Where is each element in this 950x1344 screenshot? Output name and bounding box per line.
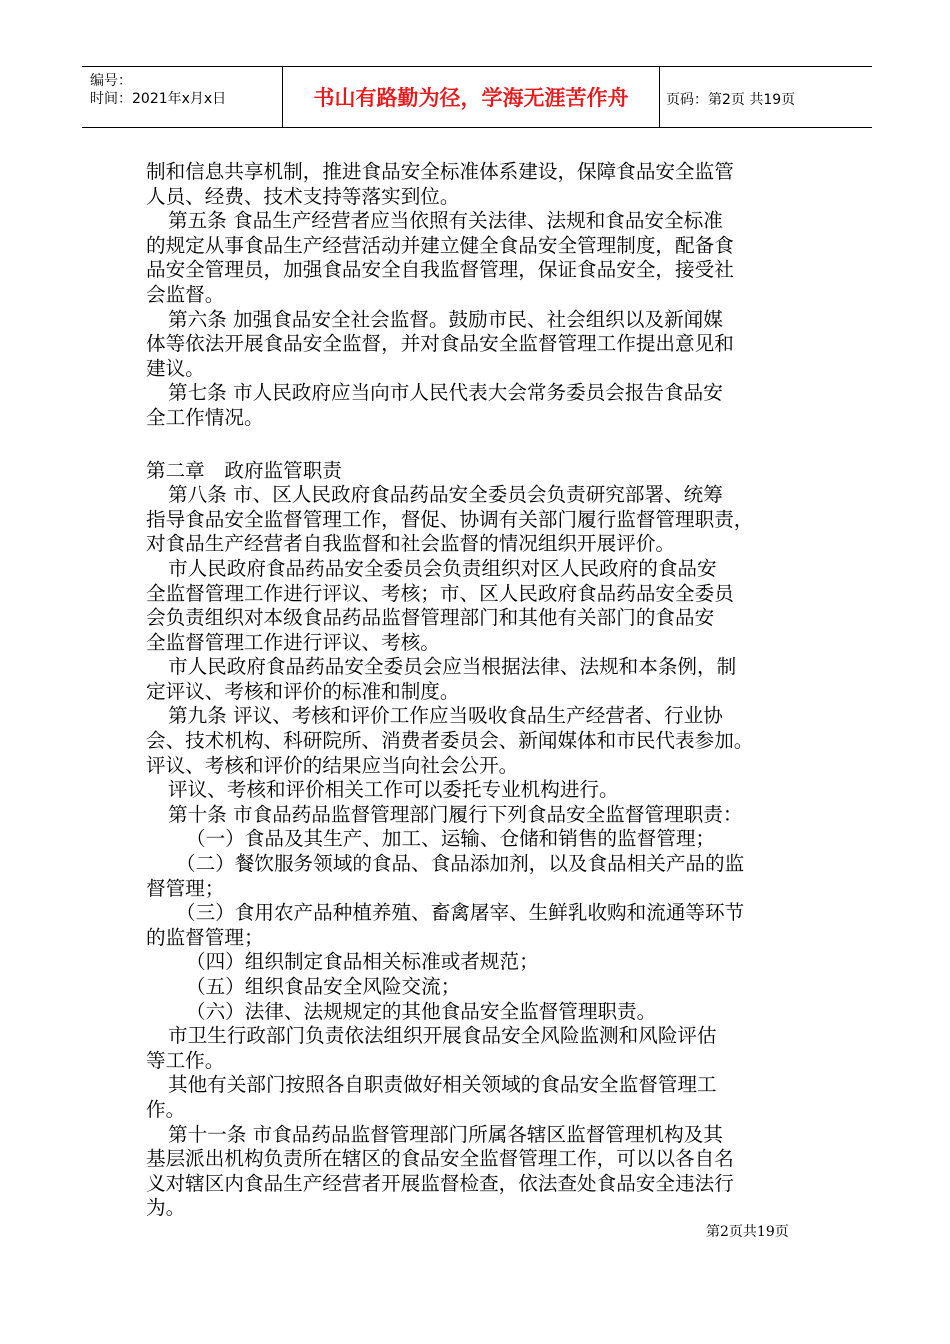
text-line: 品安全管理员，加强食品安全自我监督管理，保证食品安全，接受社 <box>146 258 734 282</box>
article-5: 第五条 食品生产经营者应当依照有关法律、法规和食品安全标准 <box>168 209 723 233</box>
text-line: 全工作情况。 <box>146 405 264 429</box>
document-body <box>146 160 810 1221</box>
text-line: 的监督管理； <box>146 925 264 949</box>
list-item: （一）食品及其生产、加工、运输、仓储和销售的监督管理； <box>186 827 716 851</box>
text-line: 会负责组织对本级食品药品监督管理部门和其他有关部门的食品安 <box>146 606 715 630</box>
header-page-number: 页码：第2页 共19页 <box>666 92 796 108</box>
header-info-cell <box>82 67 282 127</box>
text-line: 定评议、考核和评价的标准和制度。 <box>146 679 460 703</box>
article-11: 第十一条 市食品药品监督管理部门所属各辖区监督管理机构及其 <box>168 1122 723 1146</box>
footer-page-number: 第2页共19页 <box>706 1224 789 1240</box>
list-item: （六）法律、法规规定的其他食品安全监督管理职责。 <box>186 999 657 1023</box>
chapter-2-heading: 第二章 政府监管职责 <box>146 458 342 482</box>
text-line: 体等依法开展食品安全监督，并对食品安全监督管理工作提出意见和 <box>146 332 734 356</box>
text-line: 义对辖区内食品生产经营者开展监督检查，依法查处食品安全违法行 <box>146 1171 734 1195</box>
text-line: 会监督。 <box>146 282 225 306</box>
text-line: 作。 <box>146 1097 186 1121</box>
text-line: 制和信息共享机制，推进食品安全标准体系建设，保障食品安全监管 <box>146 160 734 183</box>
text-line: 会、技术机构、科研院所、消费者委员会、新闻媒体和市民代表参加。 <box>146 729 754 753</box>
paragraph-start: 市人民政府食品药品安全委员会应当根据法律、法规和本条例，制 <box>168 655 737 679</box>
paragraph-start: 评议、考核和评价相关工作可以委托专业机构进行。 <box>168 778 619 802</box>
article-7: 第七条 市人民政府应当向市人民代表大会常务委员会报告食品安 <box>168 381 723 405</box>
text-line: 全监督管理工作进行评议、考核；市、区人民政府食品药品安全委员 <box>146 581 734 605</box>
header-motto: 书山有路勤为径，学海无涯苦作舟 <box>313 86 629 110</box>
text-line: 基层派出机构负责所在辖区的食品安全监督管理工作，可以以各自名 <box>146 1147 734 1171</box>
text-line: 为。 <box>146 1196 186 1220</box>
paragraph-start: 市人民政府食品药品安全委员会负责组织对区人民政府的食品安 <box>168 556 717 580</box>
page-header <box>82 66 872 128</box>
article-6: 第六条 加强食品安全社会监督。鼓励市民、社会组织以及新闻媒 <box>168 307 723 331</box>
list-item: （三）食用农产品种植养殖、畜禽屠宰、生鲜乳收购和流通等环节 <box>176 901 745 925</box>
text-line: 的规定从事食品生产经营活动并建立健全食品安全管理制度，配备食 <box>146 233 734 257</box>
list-item: （五）组织食品安全风险交流； <box>186 975 461 998</box>
text-line: 建议。 <box>146 356 205 380</box>
text-line: 人员、经费、技术支持等落实到位。 <box>146 184 460 208</box>
text-line: 全监督管理工作进行评议、考核。 <box>146 630 440 654</box>
list-item: （四）组织制定食品相关标准或者规范； <box>186 950 539 974</box>
list-item: （二）餐饮服务领域的食品、食品添加剂，以及食品相关产品的监 <box>176 852 745 876</box>
text-line: 等工作。 <box>146 1048 225 1072</box>
paragraph-start: 其他有关部门按照各自职责做好相关领域的食品安全监督管理工 <box>168 1073 717 1097</box>
document-number-label: 编号： <box>90 73 132 89</box>
text-line: 对食品生产经营者自我监督和社会监督的情况组织开展评价。 <box>146 532 676 556</box>
paragraph-start: 市卫生行政部门负责依法组织开展食品安全风险监测和风险评估 <box>168 1024 717 1048</box>
document-time-label: 时间：2021年x月x日 <box>90 91 227 107</box>
article-8: 第八条 市、区人民政府食品药品安全委员会负责研究部署、统筹 <box>168 483 723 507</box>
text-line: 评议、考核和评价的结果应当向社会公开。 <box>146 753 519 777</box>
text-line: 指导食品安全监督管理工作，督促、协调有关部门履行监督管理职责， <box>146 507 754 531</box>
article-10: 第十条 市食品药品监督管理部门履行下列食品安全监督管理职责： <box>168 802 743 826</box>
text-line: 督管理； <box>146 876 225 900</box>
article-9: 第九条 评议、考核和评价工作应当吸收食品生产经营者、行业协 <box>168 704 723 728</box>
header-motto-cell <box>282 67 660 127</box>
